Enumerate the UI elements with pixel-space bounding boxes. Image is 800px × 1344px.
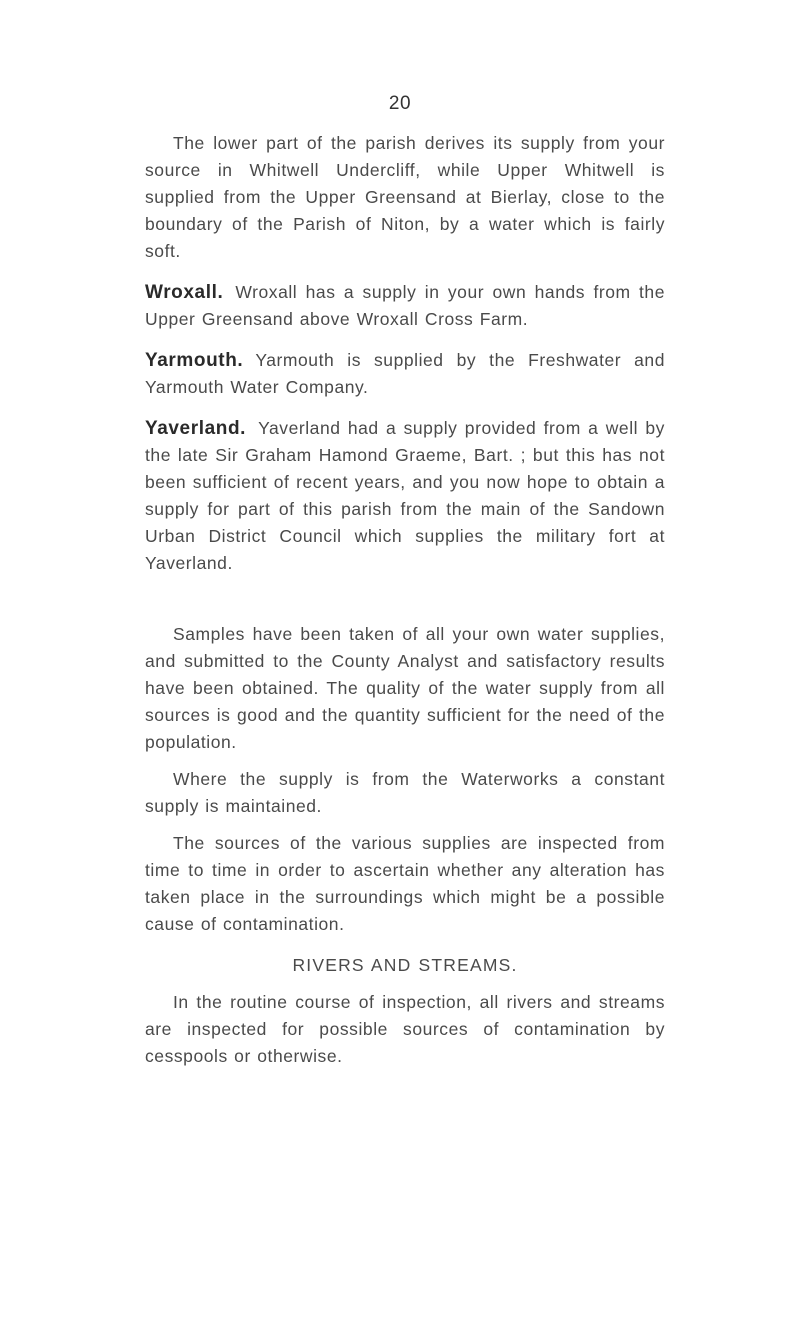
samples-paragraph: Samples have been taken of all your own water supplies, and submitted to the County Analyst and satisfactory results have been obtained. The quality of the water supply from all sources is good and the quantity sufficient for the need of the population. xyxy=(145,624,665,752)
wroxall-text: Wroxall has a supply in your own hands from the Upper Greensand above Wroxall Cross Farm. xyxy=(145,282,665,329)
yaverland-text: Yaverland had a supply provided from a well by the late Sir Graham Hamond Graeme, Bart. ; but this has not been sufficient of recent years, and you now hope to obtain a supply for part of this parish from the main of the Sandown Urban District Council which supplies the military fort at Yaverland. xyxy=(145,418,665,573)
place-heading-yarmouth: Yarmouth. xyxy=(145,350,244,371)
yaverland-entry xyxy=(145,415,665,577)
wroxall-entry xyxy=(145,279,665,333)
yarmouth-entry xyxy=(145,347,665,401)
sources-paragraph: The sources of the various supplies are inspected from time to time in order to ascertain whether any alteration has taken place in the surroundings which might be a possible cause of contamination. xyxy=(145,833,665,934)
place-heading-wroxall: Wroxall. xyxy=(145,282,224,303)
text-column xyxy=(145,130,665,1070)
yarmouth-text: Yarmouth is supplied by the Freshwater and Yarmouth Water Company. xyxy=(145,350,665,397)
waterworks-paragraph: Where the supply is from the Waterworks a constant supply is maintained. xyxy=(145,769,665,816)
intro-paragraph: The lower part of the parish derives its supply from your source in Whitwell Undercliff, while Upper Whitwell is supplied from the Upper Greensand at Bierlay, close to the boundary of the Parish of Niton, by a water which is fairly soft. xyxy=(145,133,665,261)
page-number: 20 xyxy=(388,93,412,114)
rivers-paragraph: In the routine course of inspection, all rivers and streams are inspected for possible sources of contamination by cesspools or otherwise. xyxy=(145,992,665,1066)
place-heading-yaverland: Yaverland. xyxy=(145,418,247,439)
rivers-and-streams-heading: RIVERS AND STREAMS. xyxy=(292,955,518,975)
